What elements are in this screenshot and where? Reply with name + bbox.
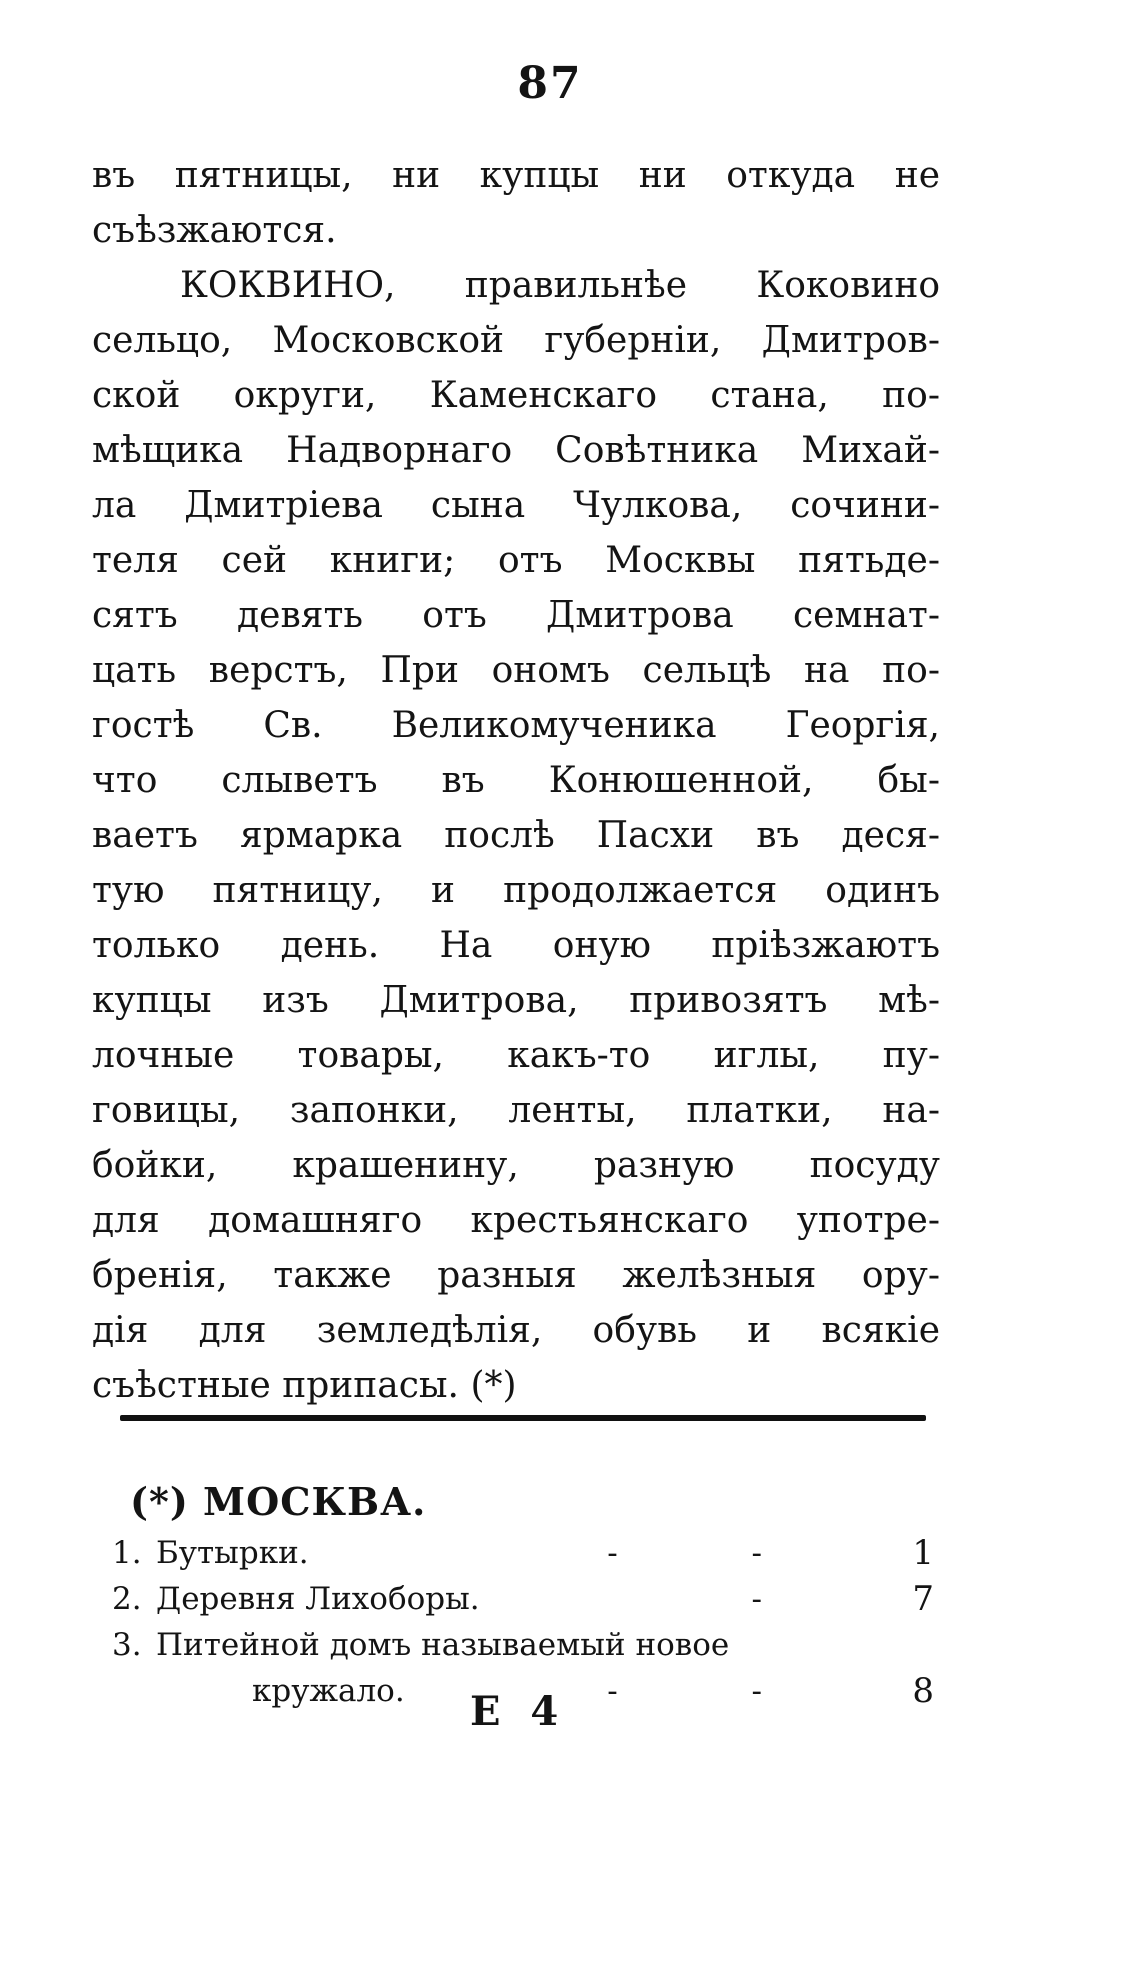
footnote-item [112,1530,942,1576]
text-line: для домашняго крестьянскаго употре- [92,1200,940,1241]
footnote-heading: (*) МОСКВА. [130,1479,427,1524]
text-line: только день. На оную пріѣзжаютъ [92,925,940,966]
text-line: ла Дмитріева сына Чулкова, сочини- [92,485,940,526]
text-line: съѣстные припасы. (*) [92,1365,517,1406]
footnote-item-number: 3. [112,1627,142,1663]
text-line: цать верстъ, При ономъ сельцѣ на по- [92,650,940,691]
text-line: ваетъ ярмарка послѣ Пасхи въ деся- [92,815,940,856]
footnote-item-name: Бутырки. [156,1535,309,1571]
footnote-item-name: Деревня Лихоборы. [156,1581,480,1617]
text-line: бойки, крашенину, разную посуду [92,1145,940,1186]
text-line: гостѣ Св. Великомученика Георгія, [92,705,940,746]
footnote-item-name: кружало. [252,1673,405,1709]
text-line: сятъ девять отъ Дмитрова семнат- [92,595,940,636]
text-line: сельцо, Московской губерніи, Дмитров- [92,320,940,361]
footnote-item-number: 2. [112,1581,142,1617]
footnote-item [112,1622,942,1668]
footnote-item-value: 1 [912,1533,934,1573]
footnote-item-name: Питейной домъ называемый новое [156,1627,730,1663]
text-line: купцы изъ Дмитрова, привозятъ мѣ- [92,980,940,1021]
body-text [92,148,940,1413]
footnote-item-number: 1. [112,1535,142,1571]
text-line: въ пятницы, ни купцы ни откуда не [92,155,940,196]
text-line: что слыветъ въ Конюшенной, бы- [92,760,940,801]
footnote-item-dots: - - [607,1535,824,1571]
signature-mark: E 4 [470,1688,567,1735]
text-line: КОКВИНО, правильнѣе Коковино [180,265,940,306]
footnote-item-value: 8 [912,1671,934,1711]
footnote-item-dots: - - [607,1673,824,1709]
footnote-item-dots: - [751,1581,824,1617]
text-line: мѣщика Надворнаго Совѣтника Михай- [92,430,940,471]
page-number: 87 [517,58,583,109]
footnote-item [112,1576,942,1622]
text-line: съѣзжаются. [92,210,337,251]
footnote-divider [120,1415,926,1421]
text-line: ской округи, Каменскаго стана, по- [92,375,940,416]
text-line: бренія, также разныя желѣзныя ору- [92,1255,940,1296]
text-line: говицы, запонки, ленты, платки, на- [92,1090,940,1131]
footnote-item-value: 7 [912,1579,934,1619]
text-line: теля сей книги; отъ Москвы пятьде- [92,540,940,581]
footnote [112,1478,942,1714]
text-line: лочные товары, какъ-то иглы, пу- [92,1035,940,1076]
text-line: тую пятницу, и продолжается одинъ [92,870,940,911]
text-line: дія для земледѣлія, обувь и всякіе [92,1310,940,1351]
